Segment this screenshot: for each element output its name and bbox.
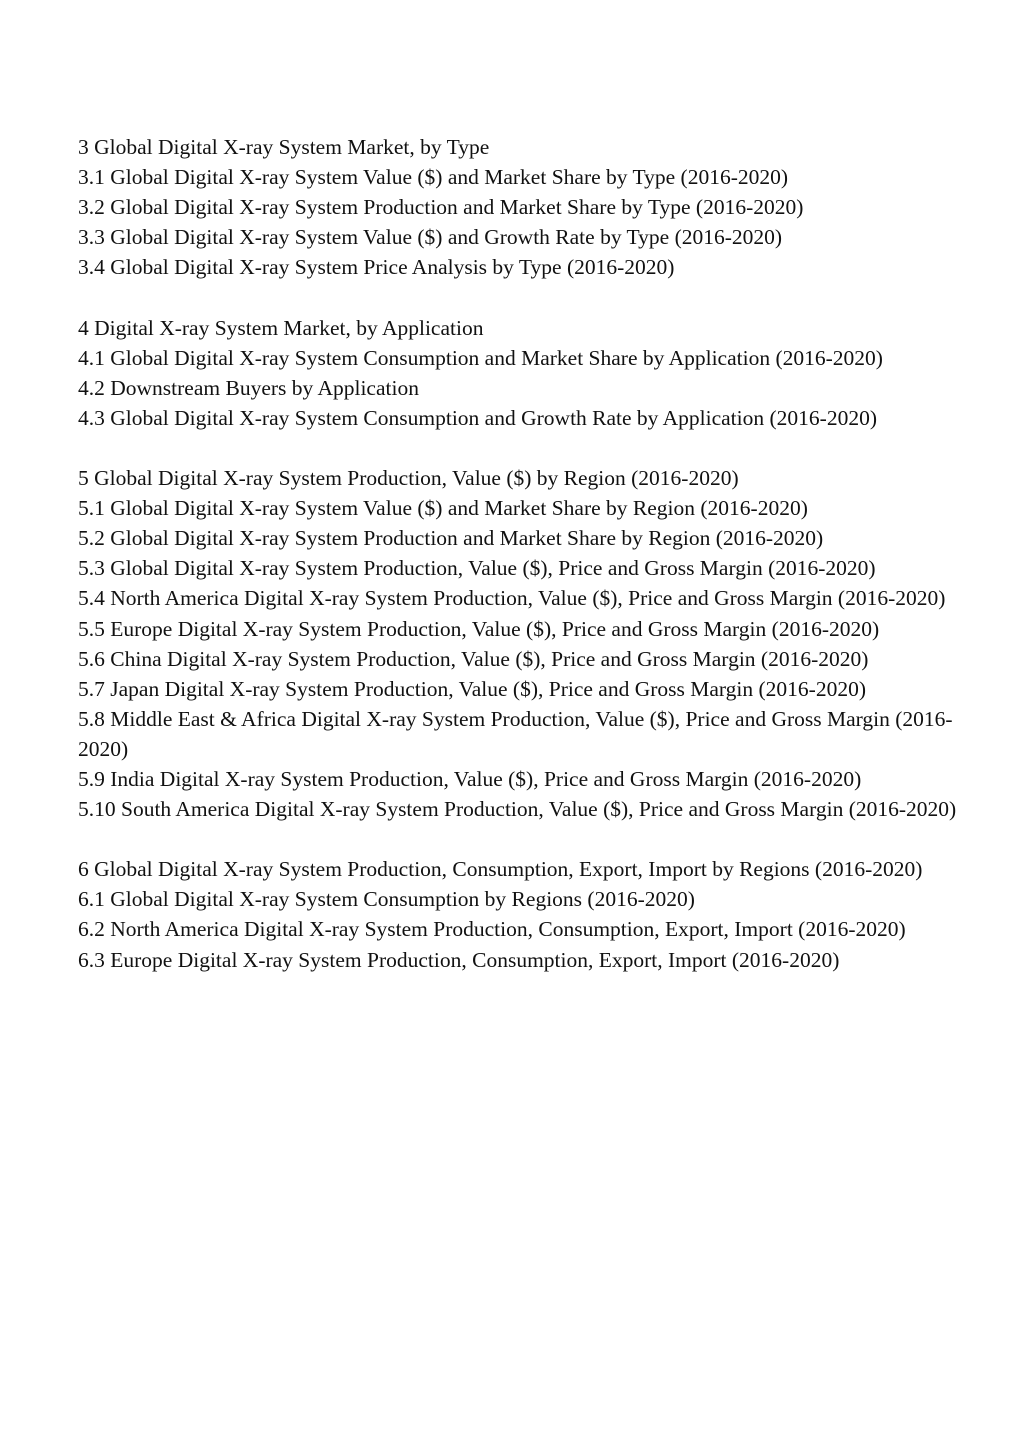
toc-entry: 5.1 Global Digital X-ray System Value ($) and Market Share by Region (2016-2020) xyxy=(78,496,808,521)
toc-entry: 4.3 Global Digital X-ray System Consumption and Growth Rate by Application (2016-2020) xyxy=(78,405,877,430)
toc-entry: 5.9 India Digital X-ray System Production, Value ($), Price and Gross Margin (2016-2020) xyxy=(78,766,862,791)
toc-entry: 3.2 Global Digital X-ray System Production and Market Share by Type (2016-2020) xyxy=(78,195,804,220)
toc-entry: 6.3 Europe Digital X-ray System Production, Consumption, Export, Import (2016-2020) xyxy=(78,947,840,972)
toc-entry: 3.4 Global Digital X-ray System Price Analysis by Type (2016-2020) xyxy=(78,255,675,280)
toc-entry: 5.8 Middle East & Africa Digital X-ray System Production, Value ($), Price and Gross Margin (2016-2020) xyxy=(78,706,953,761)
toc-section-3 xyxy=(78,132,958,282)
toc-entry: 4.1 Global Digital X-ray System Consumption and Market Share by Application (2016-2020) xyxy=(78,345,883,370)
toc-entry: 6.2 North America Digital X-ray System Production, Consumption, Export, Import (2016-2020) xyxy=(78,917,906,942)
toc-entry: 5.2 Global Digital X-ray System Production and Market Share by Region (2016-2020) xyxy=(78,526,824,551)
toc-entry: 5.3 Global Digital X-ray System Production, Value ($), Price and Gross Margin (2016-2020) xyxy=(78,556,876,581)
toc-section-5 xyxy=(78,463,958,824)
toc-heading: 4 Digital X-ray System Market, by Application xyxy=(78,315,484,340)
toc-heading: 3 Global Digital X-ray System Market, by Type xyxy=(78,135,490,159)
toc-entry: 6.1 Global Digital X-ray System Consumption by Regions (2016-2020) xyxy=(78,887,695,912)
toc-section-6 xyxy=(78,854,958,974)
toc-entry: 4.2 Downstream Buyers by Application xyxy=(78,375,419,400)
toc-entry: 3.1 Global Digital X-ray System Value ($) and Market Share by Type (2016-2020) xyxy=(78,165,789,190)
toc-heading: 5 Global Digital X-ray System Production, Value ($) by Region (2016-2020) xyxy=(78,466,739,491)
toc-section-4 xyxy=(78,313,958,433)
toc-entry: 5.4 North America Digital X-ray System Production, Value ($), Price and Gross Margin (2016-2020) xyxy=(78,586,946,611)
toc-entry: 5.7 Japan Digital X-ray System Production, Value ($), Price and Gross Margin (2016-2020) xyxy=(78,676,867,701)
toc-entry: 5.5 Europe Digital X-ray System Production, Value ($), Price and Gross Margin (2016-2020) xyxy=(78,616,880,641)
toc-heading: 6 Global Digital X-ray System Production, Consumption, Export, Import by Regions (2016-2020) xyxy=(78,857,923,882)
toc-entry: 5.10 South America Digital X-ray System Production, Value ($), Price and Gross Margin (2016-2020) xyxy=(78,797,957,822)
toc-entry: 3.3 Global Digital X-ray System Value ($) and Growth Rate by Type (2016-2020) xyxy=(78,225,783,250)
toc-entry: 5.6 China Digital X-ray System Production, Value ($), Price and Gross Margin (2016-2020) xyxy=(78,646,869,671)
document-page xyxy=(78,132,958,975)
